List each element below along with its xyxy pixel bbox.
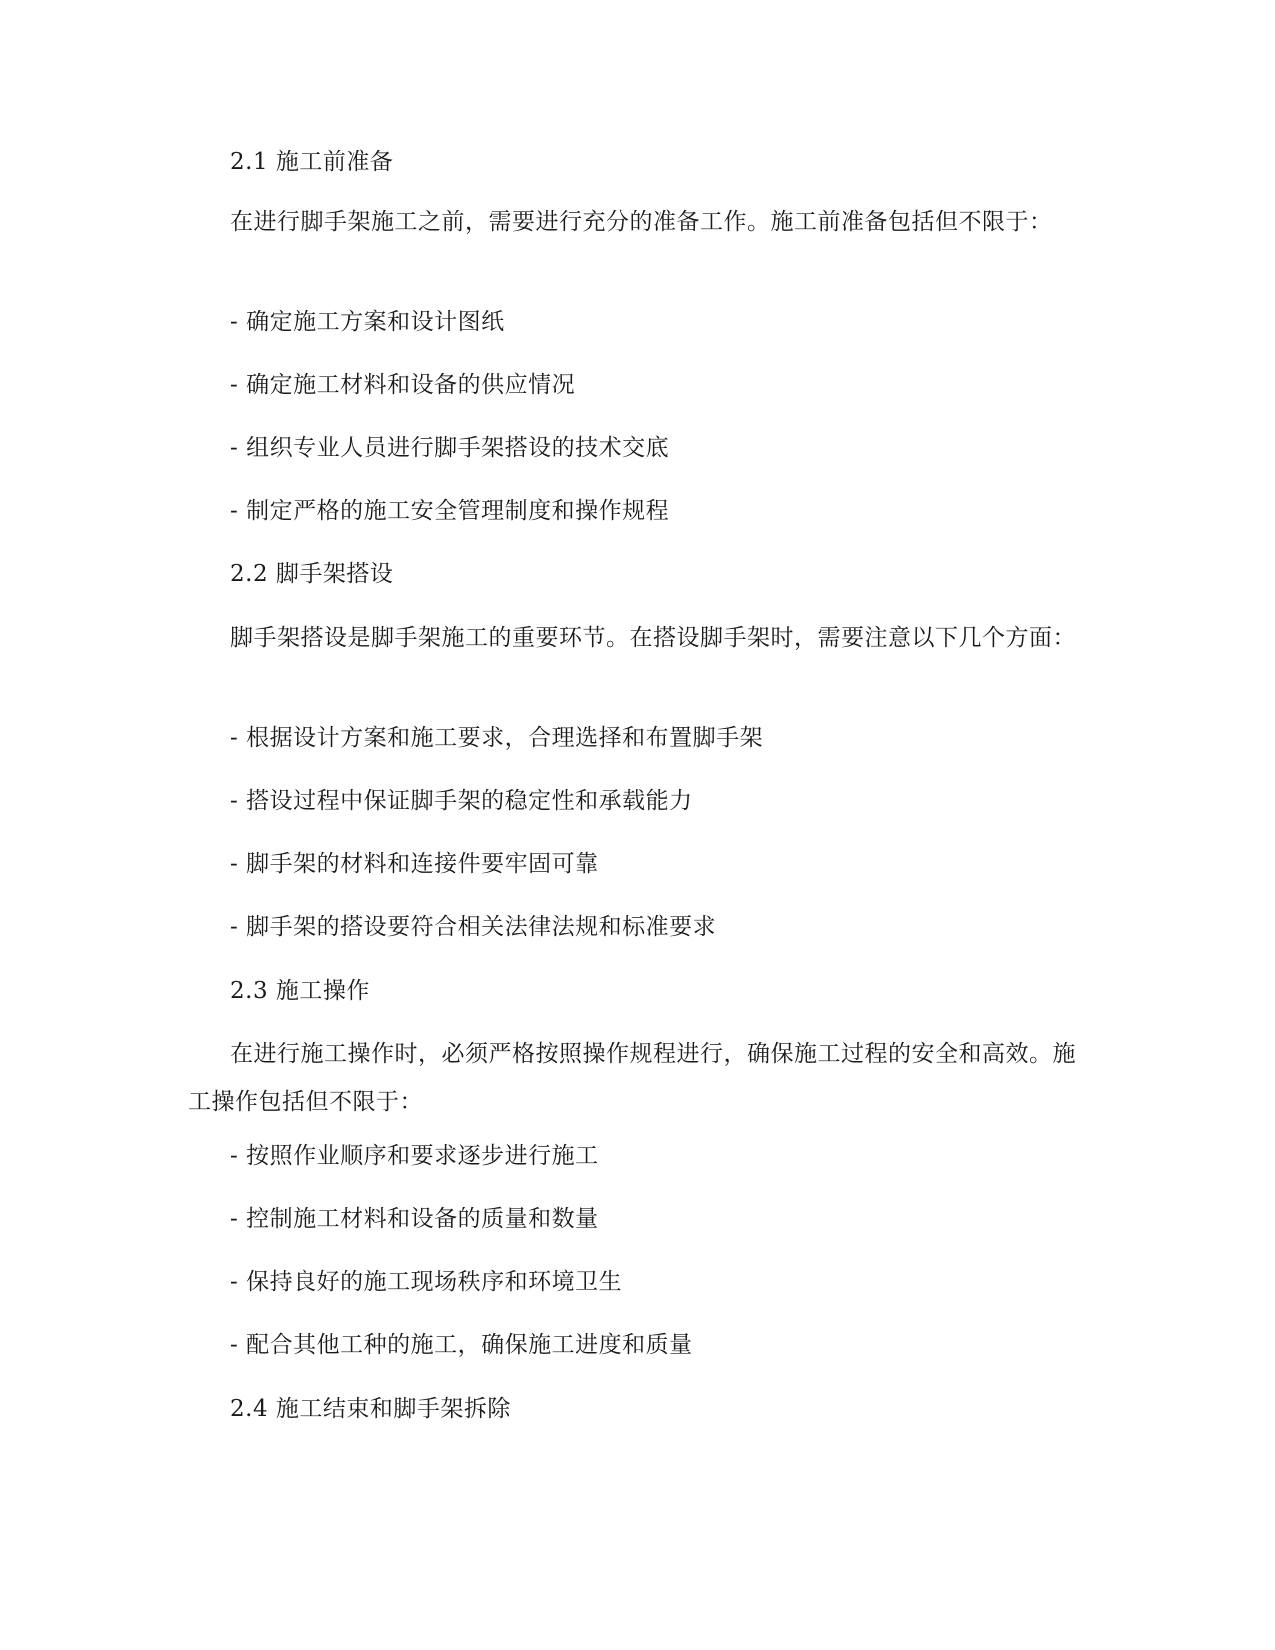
section-intro-2-2: 脚手架搭设是脚手架施工的重要环节。在搭设脚手架时，需要注意以下几个方面： <box>230 625 1076 651</box>
section-intro-2-1: 在进行脚手架施工之前，需要进行充分的准备工作。施工前准备包括但不限于： <box>230 209 1053 235</box>
list-item: - 制定严格的施工安全管理制度和操作规程 <box>230 498 670 524</box>
list-item: - 搭设过程中保证脚手架的稳定性和承载能力 <box>230 788 693 814</box>
list-item: - 配合其他工种的施工，确保施工进度和质量 <box>230 1332 693 1358</box>
list-item: - 按照作业顺序和要求逐步进行施工 <box>230 1143 599 1169</box>
section-heading-2-4: 2.4 施工结束和脚手架拆除 <box>230 1396 511 1422</box>
section-heading-2-2: 2.2 脚手架搭设 <box>230 561 394 587</box>
section-heading-2-3: 2.3 施工操作 <box>230 978 370 1004</box>
section-intro-2-3: 在进行施工操作时，必须严格按照操作规程进行，确保施工过程的安全和高效。施工操作包括但不限于： <box>188 1041 1076 1115</box>
list-item: - 控制施工材料和设备的质量和数量 <box>230 1206 599 1232</box>
list-item: - 脚手架的搭设要符合相关法律法规和标准要求 <box>230 914 717 940</box>
list-item: - 确定施工方案和设计图纸 <box>230 309 505 335</box>
list-item: - 组织专业人员进行脚手架搭设的技术交底 <box>230 435 670 461</box>
list-item: - 脚手架的材料和连接件要牢固可靠 <box>230 851 599 877</box>
list-item: - 根据设计方案和施工要求，合理选择和布置脚手架 <box>230 725 764 751</box>
list-item: - 保持良好的施工现场秩序和环境卫生 <box>230 1269 623 1295</box>
list-item: - 确定施工材料和设备的供应情况 <box>230 372 576 398</box>
section-heading-2-1: 2.1 施工前准备 <box>230 149 394 175</box>
